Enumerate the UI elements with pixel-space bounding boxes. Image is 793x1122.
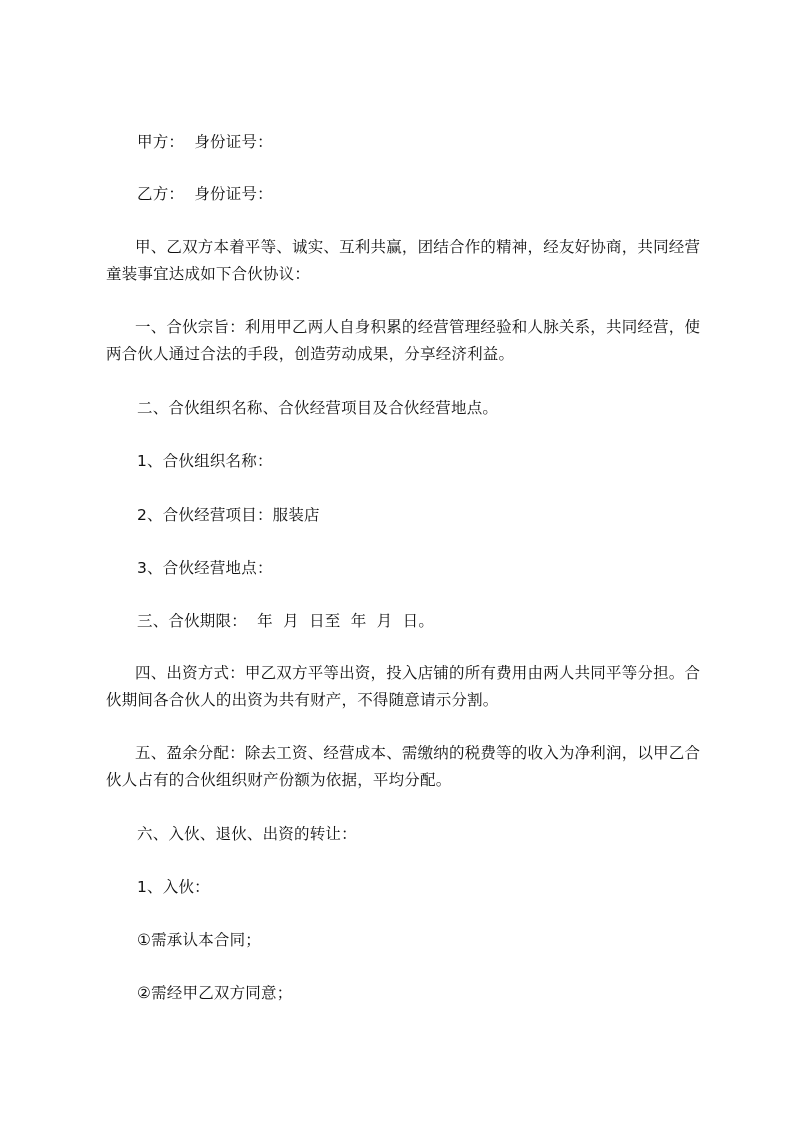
section-2-item-3: 3、合伙经营地点： — [137, 559, 273, 577]
party-a-line: 甲方： 身份证号： — [137, 133, 273, 151]
section-2-item-1: 1、合伙组织名称： — [137, 452, 273, 470]
intro-paragraph: 甲、乙双方本着平等、诚实、互利共赢，团结合作的精神，经友好协商，共同经营童装事宜达成如下合伙协议： — [106, 238, 701, 283]
section-6-heading: 六、入伙、退伙、出资的转让： — [137, 825, 357, 843]
section-6-item-1-b: ②需经甲乙双方同意； — [137, 984, 293, 1002]
section-6-item-1-a: ①需承认本合同； — [137, 931, 261, 949]
section-6-item-1: 1、入伙： — [137, 878, 210, 896]
party-b-line: 乙方： 身份证号： — [137, 185, 273, 203]
section-3-term: 三、合伙期限： 年 月 日至 年 月 日。 — [137, 612, 435, 630]
section-2-heading: 二、合伙组织名称、合伙经营项目及合伙经营地点。 — [137, 399, 499, 417]
section-2-item-2: 2、合伙经营项目：服装店 — [137, 506, 320, 524]
section-5-profit: 五、盈余分配：除去工资、经营成本、需缴纳的税费等的收入为净利润，以甲乙合伙人占有的合伙组织财产份额为依据，平均分配。 — [106, 744, 701, 789]
section-4-capital: 四、出资方式：甲乙双方平等出资，投入店铺的所有费用由两人共同平等分担。合伙期间各合伙人的出资为共有财产，不得随意请示分割。 — [106, 664, 701, 709]
section-1-purpose: 一、合伙宗旨：利用甲乙两人自身积累的经营管理经验和人脉关系，共同经营，使两合伙人通过合法的手段，创造劳动成果，分享经济利益。 — [106, 318, 701, 363]
